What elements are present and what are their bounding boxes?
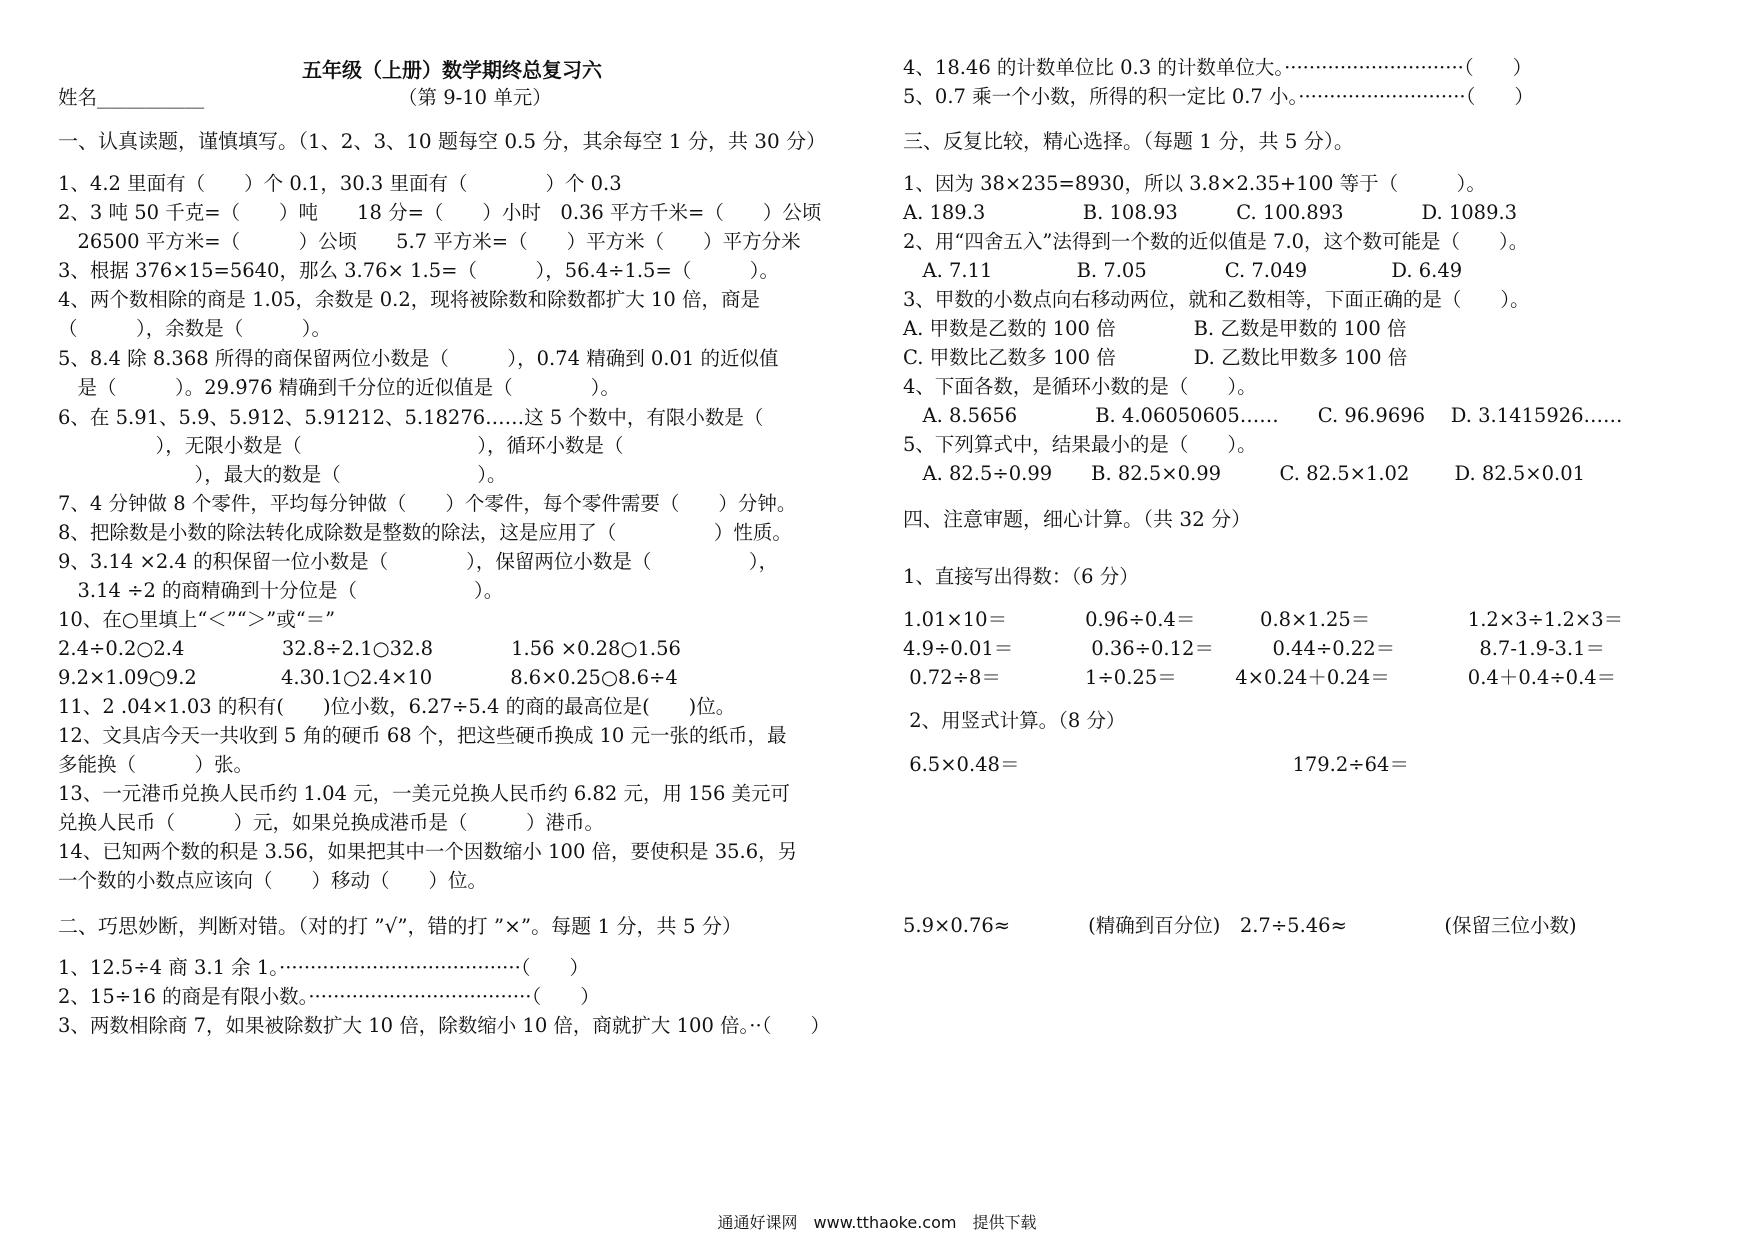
- question-line: 3、根据 376×15=5640，那么 3.76× 1.5=（ ），56.4÷1.5=（ ）。: [58, 259, 780, 282]
- question-line: 7、4 分钟做 8 个零件，平均每分钟做（ ）个零件，每个零件需要（ ）分钟。: [58, 492, 797, 515]
- vertical-calc-row: 6.5×0.48＝ 179.2÷64＝: [903, 753, 1409, 776]
- question-line: ），无限小数是（ ），循环小数是（: [58, 434, 624, 457]
- question-line: 13、一元港币兑换人民币约 1.04 元，一美元兑换人民币约 6.82 元，用 156 美元可: [58, 782, 791, 805]
- choice-question: 1、因为 38×235=8930，所以 3.8×2.35+100 等于（ ）。: [903, 172, 1486, 195]
- oral-calc-row: 4.9÷0.01＝ 0.36÷0.12＝ 0.44÷0.22＝ 8.7-1.9-3.1＝: [903, 637, 1606, 660]
- judgement-item: 1、12.5÷4 商 3.1 余 1。·······································（ ）: [58, 956, 590, 979]
- choice-options: A. 甲数是乙数的 100 倍 B. 乙数是甲数的 100 倍: [903, 317, 1407, 340]
- judgement-item: 4、18.46 的计数单位比 0.3 的计数单位大。·····························（ ）: [903, 56, 1533, 79]
- question-line: 多能换（ ）张。: [58, 753, 254, 776]
- question-line: 一个数的小数点应该向（ ）移动（ ）位。: [58, 869, 488, 892]
- question-line: 14、已知两个数的积是 3.56，如果把其中一个因数缩小 100 倍，要使积是 35.6，另: [58, 840, 798, 863]
- judgement-item: 2、15÷16 的商是有限小数。····································（ ）: [58, 985, 600, 1008]
- comparison-row: 2.4÷0.2○2.4 32.8÷2.1○32.8 1.56 ×0.28○1.56: [58, 637, 681, 660]
- question-line: ），最大的数是（ ）。: [58, 463, 507, 486]
- question-line: （ ），余数是（ ）。: [58, 317, 332, 340]
- question-line: 12、文具店今天一共收到 5 角的硬币 68 个，把这些硬币换成 10 元一张的纸币，最: [58, 724, 787, 747]
- oral-calc-row: 1.01×10＝ 0.96÷0.4＝ 0.8×1.25＝ 1.2×3÷1.2×3＝: [903, 608, 1624, 631]
- question-line: 6、在 5.91、5.9̇、5.9̇12̇、5.91212、5.18276……这 5 个数中，有限小数是（: [58, 406, 764, 429]
- comparison-row: 9.2×1.09○9.2 4.30.1○2.4×10 8.6×0.25○8.6÷4: [58, 666, 678, 689]
- choice-options: A. 82.5÷0.99 B. 82.5×0.99 C. 82.5×1.02 D. 82.5×0.01: [903, 462, 1586, 485]
- oral-calc-row: 0.72÷8＝ 1÷0.25＝ 4×0.24＋0.24＝ 0.4＋0.4÷0.4＝: [903, 666, 1617, 689]
- choice-question: 3、甲数的小数点向右移动两位，就和乙数相等，下面正确的是（ ）。: [903, 288, 1530, 311]
- question-line: 11、2 .04×1.03 的积有( )位小数，6.27÷5.4 的商的最高位是( )位。: [58, 695, 736, 718]
- question-line: 2、3 吨 50 千克=（ ）吨 18 分=（ ）小时 0.36 平方千米=（ ）公顷: [58, 201, 822, 224]
- choice-options: A. 189.3 B. 108.93 C. 100.893 D. 1089.3: [903, 201, 1518, 224]
- question-line: 9、3.14 ×2.4 的积保留一位小数是（ ），保留两位小数是（ ），: [58, 550, 779, 573]
- question-line: 1、4.2 里面有（ ）个 0.1，30.3 里面有（ ）个 0.3: [58, 172, 622, 195]
- question-line: 是（ ）。29.9̇76̇ 精确到千分位的近似值是（ ）。: [58, 376, 620, 399]
- footer-credit: 通通好课网 www.tthaoke.com 提供下载: [717, 1213, 1037, 1232]
- question-line: 4、两个数相除的商是 1.05，余数是 0.2，现将被除数和除数都扩大 10 倍，商是: [58, 288, 760, 311]
- subsection-heading: 2、用竖式计算。（8 分）: [903, 709, 1126, 732]
- section-1-heading: 一、认真读题，谨慎填写。（1、2、3、10 题每空 0.5 分，其余每空 1 分，共 30 分）: [58, 129, 827, 153]
- section-2-heading: 二、巧思妙断，判断对错。（对的打 ”√”，错的打 ”×”。每题 1 分，共 5 分）: [58, 914, 742, 938]
- judgement-item: 5、0.7 乘一个小数，所得的积一定比 0.7 小。···························（ ）: [903, 85, 1534, 108]
- section-4-heading: 四、注意审题，细心计算。（共 32 分）: [903, 507, 1252, 531]
- choice-question: 4、下面各数，是循环小数的是（ ）。: [903, 375, 1257, 398]
- choice-options: C. 甲数比乙数多 100 倍 D. 乙数比甲数多 100 倍: [903, 346, 1408, 369]
- question-line: 3.14 ÷2 的商精确到十分位是（ ）。: [58, 579, 504, 602]
- judgement-item: 3、两数相除商 7，如果被除数扩大 10 倍，除数缩小 10 倍，商就扩大 100 倍。··（ ）: [58, 1014, 830, 1037]
- choice-question: 2、用“四舍五入”法得到一个数的近似值是 7.0，这个数可能是（ ）。: [903, 230, 1529, 253]
- subsection-heading: 1、直接写出得数：（6 分）: [903, 565, 1139, 588]
- question-line: 5、8.4 除 8.368 所得的商保留两位小数是（ ），0.7̇4̇ 精确到 0.01 的近似值: [58, 347, 779, 370]
- question-line: 26500 平方米=（ ）公顷 5.7 平方米=（ ）平方米（ ）平方分米: [58, 230, 801, 253]
- question-line: 10、在○里填上“＜”“＞”或“＝”: [58, 608, 336, 631]
- unit-range: （第 9-10 单元）: [398, 86, 552, 109]
- choice-options: A. 7.11 B. 7.05 C. 7.049 D. 6.49: [903, 259, 1463, 282]
- approx-calc-row: 5.9×0.76≈ (精确到百分位) 2.7÷5.46≈ (保留三位小数): [903, 914, 1577, 937]
- choice-options: A. 8.5656 B. 4.06050605…… C. 96.9696 D. 3.1415926……: [903, 404, 1623, 427]
- question-line: 8、把除数是小数的除法转化成除数是整数的除法，这是应用了（ ）性质。: [58, 521, 792, 544]
- page-title: 五年级（上册）数学期终总复习六: [302, 58, 602, 82]
- name-field-label: 姓名___________: [58, 86, 205, 109]
- choice-question: 5、下列算式中，结果最小的是（ ）。: [903, 433, 1257, 456]
- section-3-heading: 三、反复比较，精心选择。（每题 1 分，共 5 分）。: [903, 129, 1354, 153]
- question-line: 兑换人民币（ ）元，如果兑换成港币是（ ）港币。: [58, 811, 605, 834]
